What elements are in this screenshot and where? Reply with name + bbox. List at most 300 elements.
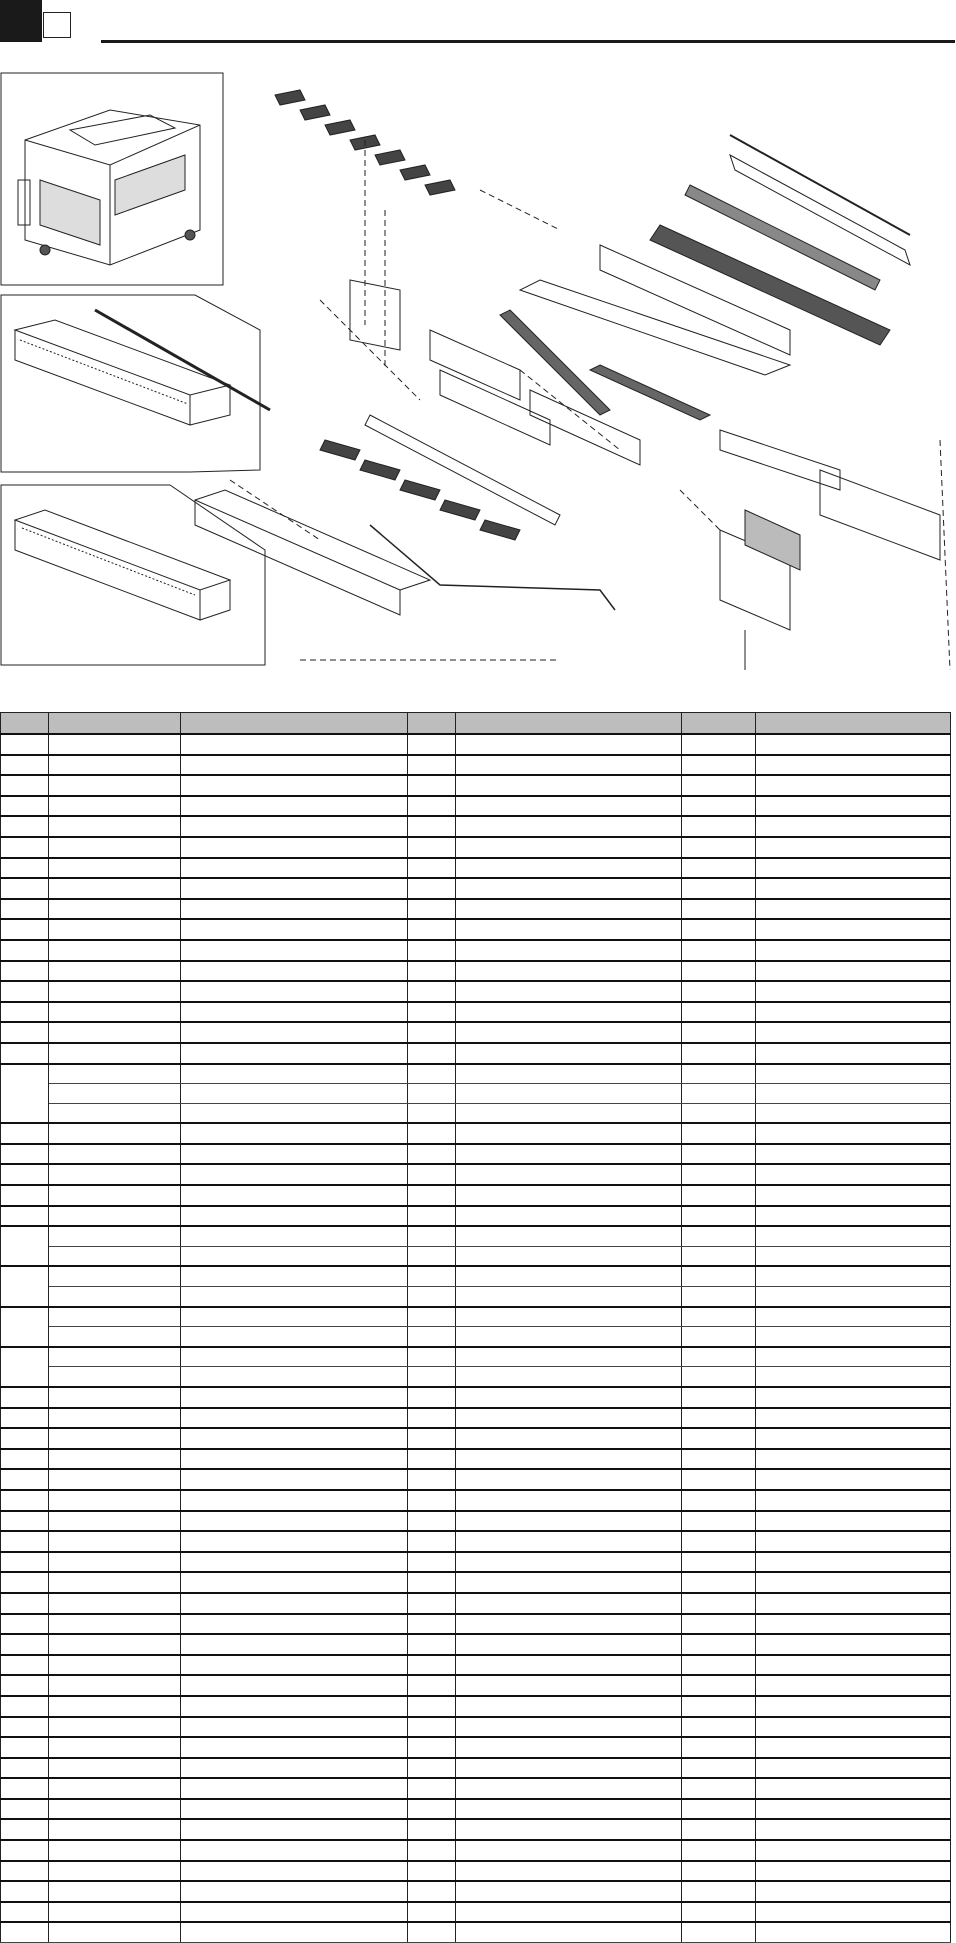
table-cell bbox=[49, 816, 181, 837]
table-cell bbox=[181, 1614, 408, 1635]
table-cell bbox=[1, 1064, 49, 1124]
table-cell bbox=[1, 1675, 49, 1696]
table-cell bbox=[408, 1327, 456, 1347]
table-cell bbox=[408, 1022, 456, 1043]
table-row bbox=[1, 1387, 951, 1408]
table-cell bbox=[1, 899, 49, 920]
table-cell bbox=[682, 1226, 756, 1246]
table-cell bbox=[1, 1696, 49, 1717]
table-cell bbox=[456, 1327, 682, 1347]
table-row bbox=[1, 1758, 951, 1779]
table-cell bbox=[181, 1123, 408, 1144]
table-cell bbox=[408, 858, 456, 879]
table-cell bbox=[682, 1103, 756, 1123]
table-cell bbox=[456, 1593, 682, 1614]
table-cell bbox=[682, 1881, 756, 1902]
table-cell bbox=[408, 1634, 456, 1655]
table-cell bbox=[756, 1347, 951, 1367]
machine-illustration bbox=[18, 110, 200, 265]
header-rule bbox=[101, 40, 955, 43]
table-cell bbox=[181, 1655, 408, 1676]
table-cell bbox=[456, 1922, 682, 1942]
table-cell bbox=[408, 1469, 456, 1490]
table-cell bbox=[1, 1022, 49, 1043]
table-cell bbox=[756, 1799, 951, 1820]
column-header bbox=[682, 713, 756, 735]
table-row bbox=[1, 1449, 951, 1470]
table-cell bbox=[756, 1064, 951, 1084]
table-cell bbox=[756, 1185, 951, 1206]
table-cell bbox=[1, 796, 49, 817]
table-cell bbox=[456, 1185, 682, 1206]
table-cell bbox=[456, 1758, 682, 1779]
table-cell bbox=[181, 858, 408, 879]
lower-rail-inset bbox=[1, 485, 265, 665]
table-cell bbox=[682, 1840, 756, 1861]
table-cell bbox=[682, 1002, 756, 1023]
table-cell bbox=[682, 1367, 756, 1387]
table-cell bbox=[682, 1185, 756, 1206]
table-cell bbox=[756, 858, 951, 879]
table-cell bbox=[682, 1490, 756, 1511]
table-cell bbox=[181, 1737, 408, 1758]
table-cell bbox=[181, 1861, 408, 1882]
table-cell bbox=[682, 1614, 756, 1635]
table-cell bbox=[682, 878, 756, 899]
table-cell bbox=[49, 1511, 181, 1532]
table-cell bbox=[456, 1902, 682, 1923]
table-cell bbox=[181, 940, 408, 961]
table-cell bbox=[456, 1696, 682, 1717]
table-cell bbox=[181, 1922, 408, 1942]
table-row bbox=[1, 1531, 951, 1552]
table-cell bbox=[456, 1387, 682, 1408]
table-cell bbox=[756, 1922, 951, 1942]
table-cell bbox=[682, 1758, 756, 1779]
table-cell bbox=[181, 1246, 408, 1266]
table-cell bbox=[456, 1737, 682, 1758]
table-cell bbox=[682, 981, 756, 1002]
table-cell bbox=[49, 1490, 181, 1511]
table-cell bbox=[456, 1043, 682, 1064]
table-cell bbox=[181, 1144, 408, 1165]
table-row bbox=[1, 1922, 951, 1942]
table-cell bbox=[408, 1922, 456, 1942]
table-row bbox=[1, 1861, 951, 1882]
section-marker-box bbox=[43, 12, 71, 38]
table-cell bbox=[49, 837, 181, 858]
table-cell bbox=[756, 796, 951, 817]
table-cell bbox=[756, 816, 951, 837]
table-cell bbox=[1, 734, 49, 755]
table-row bbox=[1, 775, 951, 796]
table-cell bbox=[49, 775, 181, 796]
column-header bbox=[1, 713, 49, 735]
table-cell bbox=[49, 961, 181, 982]
table-cell bbox=[756, 1614, 951, 1635]
table-cell bbox=[49, 1922, 181, 1942]
table-cell bbox=[181, 1103, 408, 1123]
table-cell bbox=[756, 1696, 951, 1717]
table-row bbox=[1, 1266, 951, 1286]
table-row bbox=[1, 1002, 951, 1023]
table-cell bbox=[408, 1103, 456, 1123]
table-cell bbox=[181, 1367, 408, 1387]
column-header bbox=[181, 713, 408, 735]
table-row bbox=[1, 734, 951, 755]
table-row bbox=[1, 1064, 951, 1084]
table-cell bbox=[756, 755, 951, 776]
table-cell bbox=[408, 940, 456, 961]
table-cell bbox=[756, 919, 951, 940]
table-cell bbox=[49, 1266, 181, 1286]
table-cell bbox=[408, 1758, 456, 1779]
table-cell bbox=[456, 1206, 682, 1227]
table-cell bbox=[181, 1387, 408, 1408]
table-cell bbox=[682, 1778, 756, 1799]
table-cell bbox=[456, 1307, 682, 1327]
table-cell bbox=[408, 1778, 456, 1799]
table-cell bbox=[682, 899, 756, 920]
table-cell bbox=[49, 796, 181, 817]
table-cell bbox=[456, 1002, 682, 1023]
table-row bbox=[1, 1737, 951, 1758]
table-cell bbox=[456, 1861, 682, 1882]
table-row bbox=[1, 796, 951, 817]
table-cell bbox=[456, 919, 682, 940]
table-row bbox=[1, 1408, 951, 1429]
table-cell bbox=[408, 1226, 456, 1246]
table-cell bbox=[756, 1123, 951, 1144]
table-cell bbox=[181, 1043, 408, 1064]
table-cell bbox=[49, 1902, 181, 1923]
table-cell bbox=[49, 1717, 181, 1738]
table-cell bbox=[408, 981, 456, 1002]
table-cell bbox=[408, 1367, 456, 1387]
table-cell bbox=[49, 1367, 181, 1387]
table-row bbox=[1, 1552, 951, 1573]
table-cell bbox=[181, 981, 408, 1002]
table-cell bbox=[682, 796, 756, 817]
table-cell bbox=[181, 1881, 408, 1902]
table-cell bbox=[408, 1287, 456, 1307]
table-cell bbox=[408, 837, 456, 858]
table-cell bbox=[756, 899, 951, 920]
table-row bbox=[1, 940, 951, 961]
main-exploded-view bbox=[195, 90, 950, 670]
table-cell bbox=[756, 1572, 951, 1593]
table-row bbox=[1, 1287, 951, 1307]
table-cell bbox=[756, 1778, 951, 1799]
table-cell bbox=[408, 961, 456, 982]
table-cell bbox=[456, 1367, 682, 1387]
table-cell bbox=[181, 1347, 408, 1367]
table-cell bbox=[682, 1266, 756, 1286]
table-cell bbox=[682, 1675, 756, 1696]
table-cell bbox=[456, 1123, 682, 1144]
table-cell bbox=[408, 1307, 456, 1327]
table-row bbox=[1, 1428, 951, 1449]
table-cell bbox=[756, 1002, 951, 1023]
table-cell bbox=[1, 961, 49, 982]
table-cell bbox=[408, 899, 456, 920]
table-row bbox=[1, 1717, 951, 1738]
table-cell bbox=[756, 981, 951, 1002]
table-cell bbox=[756, 1043, 951, 1064]
table-cell bbox=[408, 1799, 456, 1820]
table-cell bbox=[756, 1266, 951, 1286]
table-row bbox=[1, 1881, 951, 1902]
table-cell bbox=[181, 1408, 408, 1429]
table-cell bbox=[756, 961, 951, 982]
table-row bbox=[1, 919, 951, 940]
table-cell bbox=[756, 1552, 951, 1573]
table-cell bbox=[682, 1307, 756, 1327]
table-cell bbox=[682, 1327, 756, 1347]
table-cell bbox=[682, 1799, 756, 1820]
table-row bbox=[1, 1675, 951, 1696]
table-cell bbox=[1, 1002, 49, 1023]
table-cell bbox=[682, 1246, 756, 1266]
table-cell bbox=[456, 1799, 682, 1820]
table-cell bbox=[1, 1861, 49, 1882]
table-cell bbox=[756, 1469, 951, 1490]
table-cell bbox=[456, 1246, 682, 1266]
table-cell bbox=[756, 1428, 951, 1449]
table-cell bbox=[456, 1675, 682, 1696]
table-cell bbox=[1, 1490, 49, 1511]
table-cell bbox=[682, 1696, 756, 1717]
table-cell bbox=[49, 1387, 181, 1408]
table-cell bbox=[1, 1387, 49, 1408]
table-cell bbox=[49, 1531, 181, 1552]
table-cell bbox=[181, 899, 408, 920]
table-cell bbox=[49, 858, 181, 879]
table-cell bbox=[756, 1840, 951, 1861]
table-cell bbox=[181, 1287, 408, 1307]
table-cell bbox=[1, 1758, 49, 1779]
table-cell bbox=[408, 1655, 456, 1676]
table-cell bbox=[408, 1164, 456, 1185]
table-row bbox=[1, 1634, 951, 1655]
table-cell bbox=[456, 1840, 682, 1861]
table-cell bbox=[408, 1614, 456, 1635]
table-row bbox=[1, 1022, 951, 1043]
table-cell bbox=[408, 1246, 456, 1266]
table-cell bbox=[49, 1758, 181, 1779]
table-cell bbox=[1, 1819, 49, 1840]
table-cell bbox=[682, 1634, 756, 1655]
column-header bbox=[456, 713, 682, 735]
table-cell bbox=[408, 1511, 456, 1532]
table-cell bbox=[49, 919, 181, 940]
table-row bbox=[1, 1084, 951, 1104]
table-cell bbox=[49, 1778, 181, 1799]
table-cell bbox=[1, 1572, 49, 1593]
table-cell bbox=[181, 734, 408, 755]
table-cell bbox=[756, 1758, 951, 1779]
table-cell bbox=[1, 1123, 49, 1144]
table-cell bbox=[682, 1511, 756, 1532]
table-cell bbox=[1, 1206, 49, 1227]
table-row bbox=[1, 1799, 951, 1820]
table-cell bbox=[408, 1347, 456, 1367]
table-cell bbox=[408, 1002, 456, 1023]
table-cell bbox=[682, 1064, 756, 1084]
table-cell bbox=[408, 1064, 456, 1084]
table-cell bbox=[756, 1511, 951, 1532]
table-cell bbox=[408, 1593, 456, 1614]
table-cell bbox=[49, 1614, 181, 1635]
table-cell bbox=[682, 1593, 756, 1614]
table-cell bbox=[456, 1572, 682, 1593]
table-cell bbox=[408, 1449, 456, 1470]
table-cell bbox=[49, 1144, 181, 1165]
table-row bbox=[1, 1185, 951, 1206]
table-cell bbox=[181, 796, 408, 817]
table-row bbox=[1, 961, 951, 982]
table-cell bbox=[181, 1758, 408, 1779]
table-cell bbox=[49, 1043, 181, 1064]
table-row bbox=[1, 858, 951, 879]
table-cell bbox=[682, 1655, 756, 1676]
column-header bbox=[49, 713, 181, 735]
table-row bbox=[1, 1246, 951, 1266]
table-row bbox=[1, 1511, 951, 1532]
table-cell bbox=[756, 1737, 951, 1758]
table-cell bbox=[49, 899, 181, 920]
column-header bbox=[408, 713, 456, 735]
table-cell bbox=[456, 837, 682, 858]
table-cell bbox=[181, 1327, 408, 1347]
table-row bbox=[1, 1103, 951, 1123]
table-cell bbox=[1, 1902, 49, 1923]
table-cell bbox=[408, 734, 456, 755]
table-cell bbox=[682, 1861, 756, 1882]
table-cell bbox=[181, 1226, 408, 1246]
table-cell bbox=[1, 878, 49, 899]
table-row bbox=[1, 1469, 951, 1490]
table-row bbox=[1, 878, 951, 899]
table-cell bbox=[181, 878, 408, 899]
table-cell bbox=[756, 1287, 951, 1307]
table-row bbox=[1, 1696, 951, 1717]
table-row bbox=[1, 816, 951, 837]
table-cell bbox=[181, 1206, 408, 1227]
table-cell bbox=[181, 1449, 408, 1470]
table-cell bbox=[1, 1307, 49, 1347]
table-cell bbox=[49, 1206, 181, 1227]
table-cell bbox=[682, 1347, 756, 1367]
table-header-row bbox=[1, 713, 951, 735]
table-row bbox=[1, 1572, 951, 1593]
table-cell bbox=[181, 919, 408, 940]
table-cell bbox=[1, 1449, 49, 1470]
table-cell bbox=[756, 775, 951, 796]
machine-overview-inset bbox=[1, 73, 223, 285]
table-row bbox=[1, 837, 951, 858]
table-cell bbox=[1, 981, 49, 1002]
table-cell bbox=[49, 1881, 181, 1902]
parts-list-table bbox=[0, 712, 951, 1943]
table-cell bbox=[682, 1902, 756, 1923]
table-cell bbox=[181, 1552, 408, 1573]
table-cell bbox=[408, 878, 456, 899]
table-cell bbox=[181, 1022, 408, 1043]
table-cell bbox=[682, 1717, 756, 1738]
table-cell bbox=[49, 1449, 181, 1470]
table-cell bbox=[682, 1469, 756, 1490]
table-cell bbox=[1, 919, 49, 940]
table-cell bbox=[756, 1226, 951, 1246]
table-cell bbox=[49, 1022, 181, 1043]
table-cell bbox=[408, 1144, 456, 1165]
table-cell bbox=[1, 1922, 49, 1942]
table-cell bbox=[181, 775, 408, 796]
table-cell bbox=[456, 1778, 682, 1799]
table-cell bbox=[408, 1084, 456, 1104]
table-row bbox=[1, 1614, 951, 1635]
table-cell bbox=[456, 734, 682, 755]
table-cell bbox=[49, 1123, 181, 1144]
table-cell bbox=[756, 1084, 951, 1104]
table-cell bbox=[756, 1206, 951, 1227]
table-cell bbox=[408, 1206, 456, 1227]
table-cell bbox=[756, 1246, 951, 1266]
table-cell bbox=[408, 1387, 456, 1408]
table-cell bbox=[1, 837, 49, 858]
table-cell bbox=[756, 1408, 951, 1429]
table-cell bbox=[456, 940, 682, 961]
table-cell bbox=[756, 1655, 951, 1676]
table-cell bbox=[682, 1408, 756, 1429]
table-cell bbox=[456, 1084, 682, 1104]
table-row bbox=[1, 1164, 951, 1185]
table-cell bbox=[456, 1614, 682, 1635]
table-cell bbox=[1, 1226, 49, 1266]
table-cell bbox=[756, 734, 951, 755]
table-cell bbox=[181, 837, 408, 858]
table-cell bbox=[1, 775, 49, 796]
table-cell bbox=[49, 1327, 181, 1347]
table-cell bbox=[456, 1717, 682, 1738]
table-cell bbox=[456, 1511, 682, 1532]
table-cell bbox=[408, 796, 456, 817]
table-cell bbox=[682, 1387, 756, 1408]
table-cell bbox=[682, 775, 756, 796]
table-cell bbox=[49, 1226, 181, 1246]
table-cell bbox=[756, 1103, 951, 1123]
table-cell bbox=[49, 1572, 181, 1593]
parts-table-body bbox=[1, 734, 951, 1943]
table-cell bbox=[682, 961, 756, 982]
table-cell bbox=[49, 755, 181, 776]
table-cell bbox=[756, 1881, 951, 1902]
table-row bbox=[1, 1902, 951, 1923]
table-cell bbox=[49, 1737, 181, 1758]
table-cell bbox=[682, 1819, 756, 1840]
table-cell bbox=[49, 1246, 181, 1266]
table-cell bbox=[1, 1655, 49, 1676]
table-cell bbox=[456, 796, 682, 817]
table-cell bbox=[49, 940, 181, 961]
table-cell bbox=[408, 1572, 456, 1593]
table-cell bbox=[1, 1428, 49, 1449]
table-cell bbox=[1, 1614, 49, 1635]
table-cell bbox=[456, 1490, 682, 1511]
table-cell bbox=[49, 1552, 181, 1573]
table-cell bbox=[1, 816, 49, 837]
